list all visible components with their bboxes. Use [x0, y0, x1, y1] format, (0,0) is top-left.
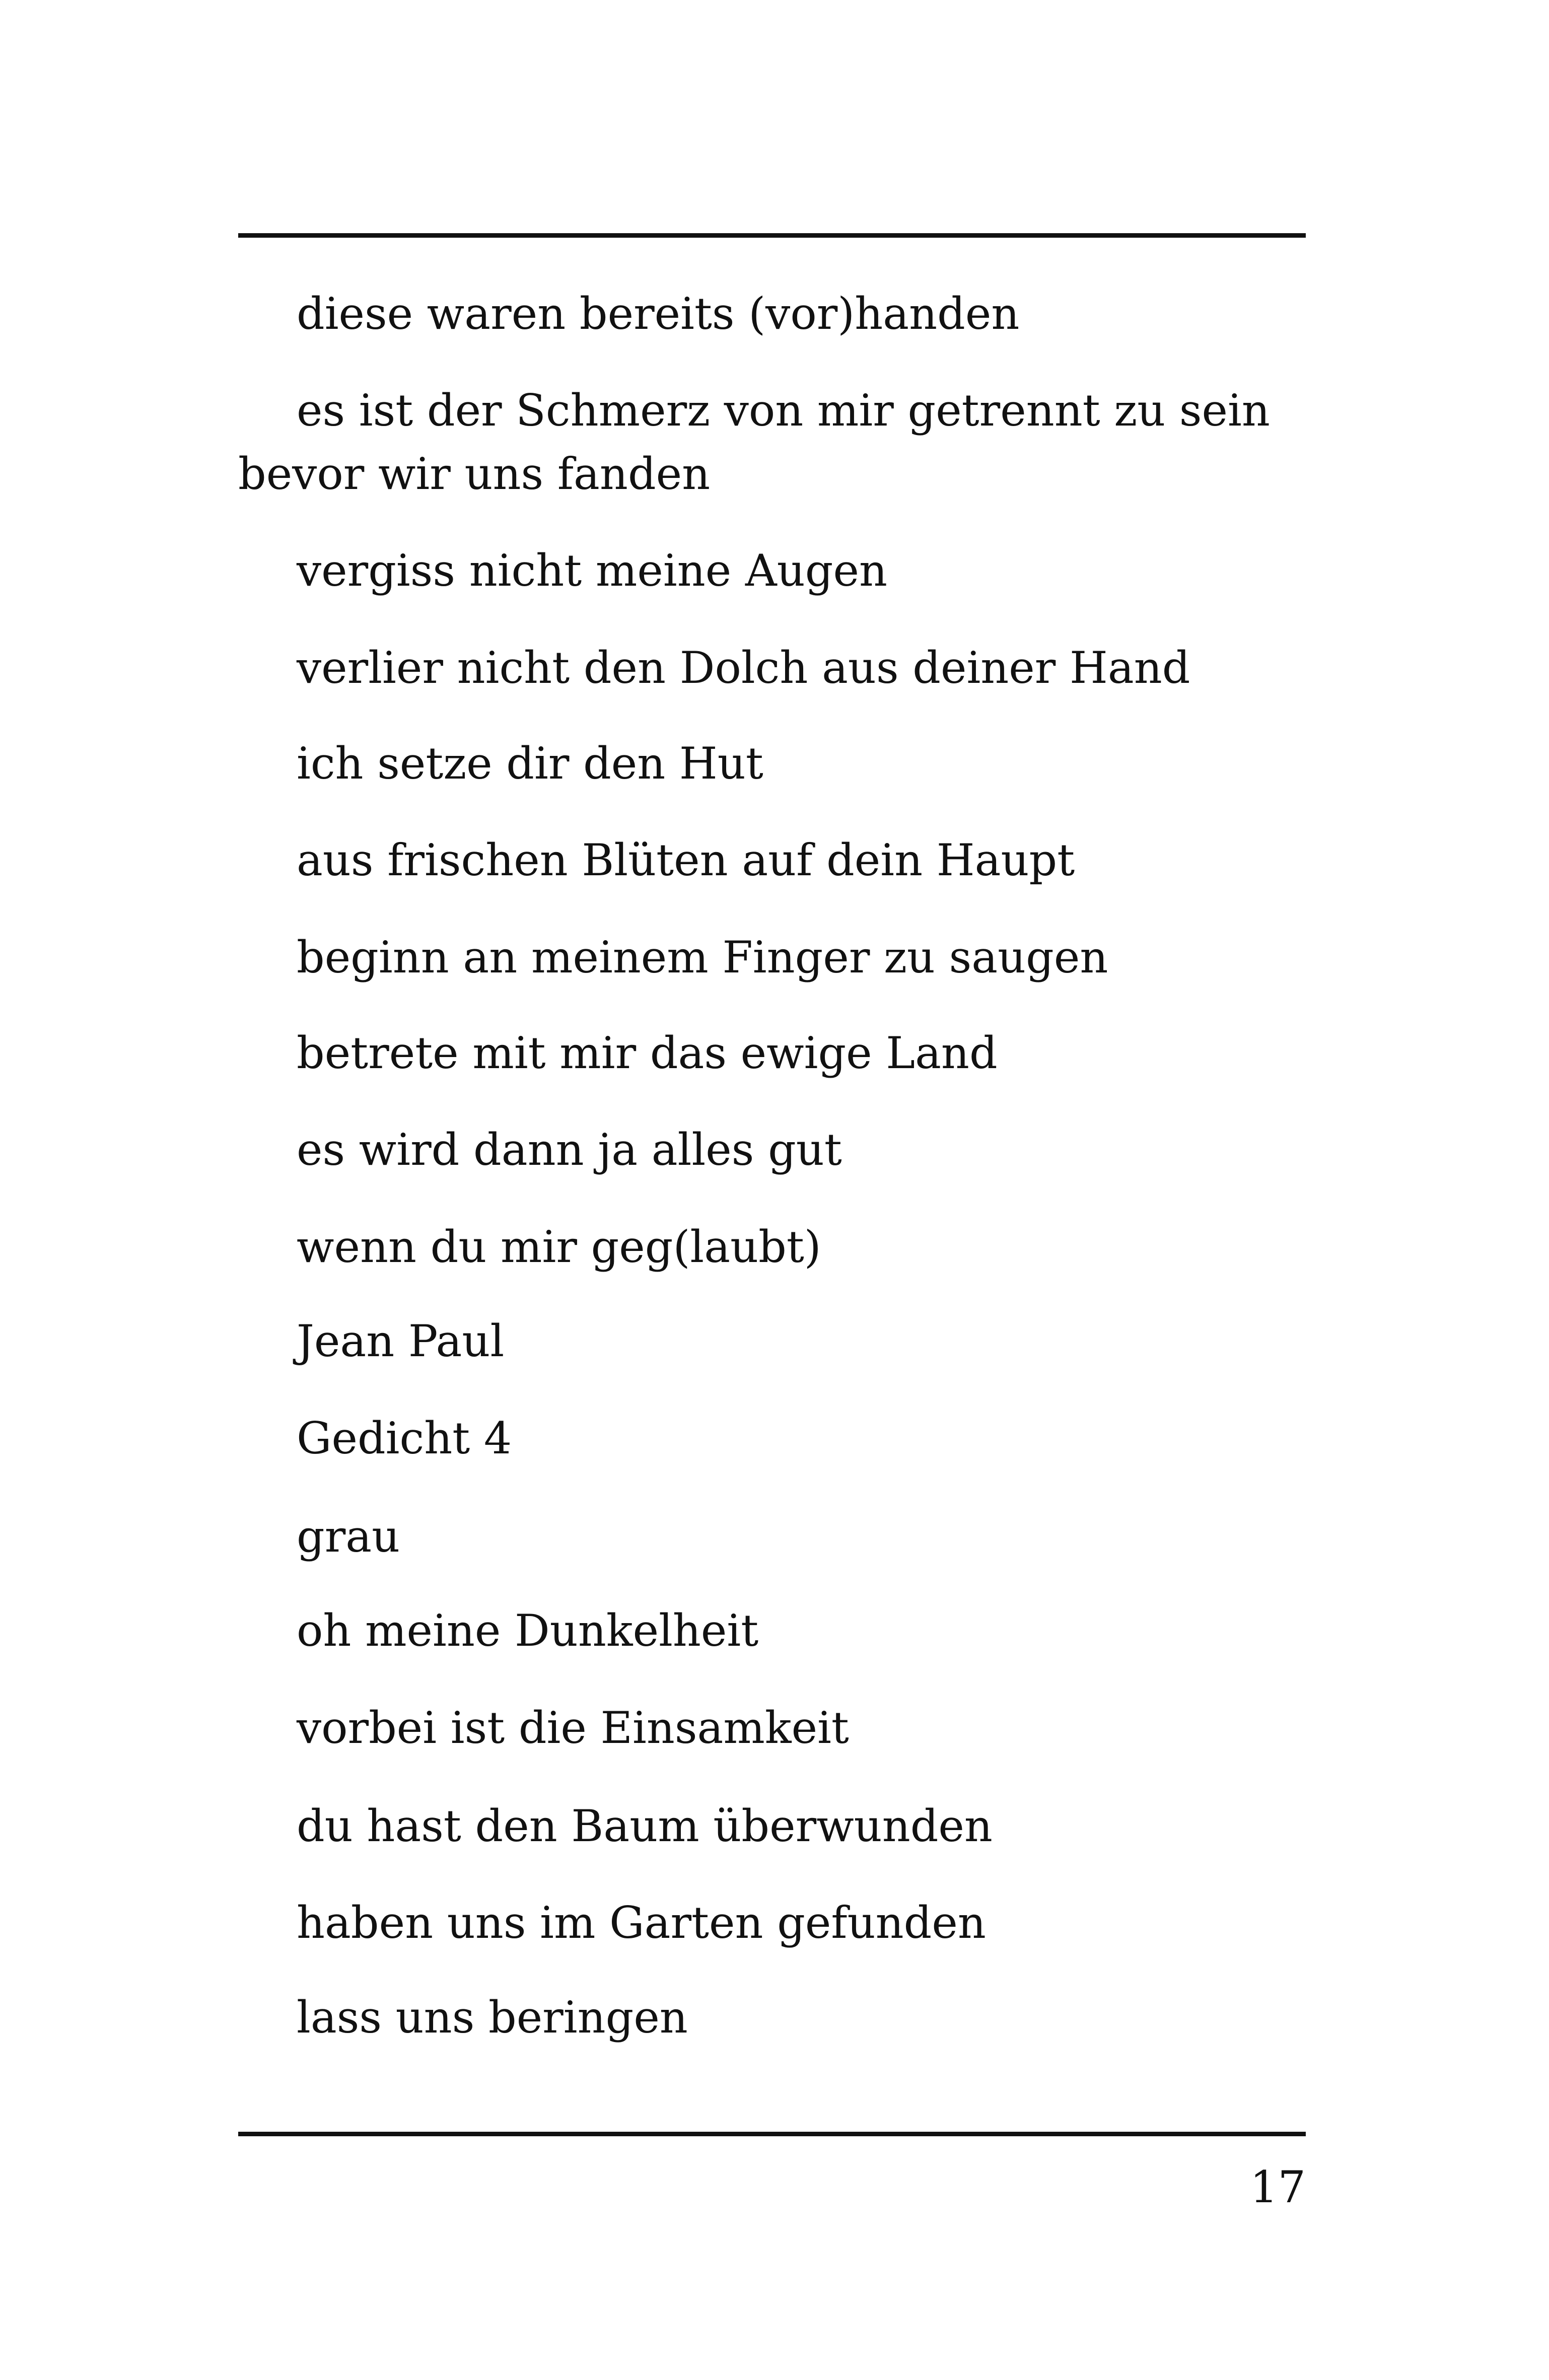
- paragraph-17: haben uns im Garten gefunden: [297, 1897, 986, 1948]
- page-number: 17: [1250, 2161, 1306, 2213]
- paragraph-7: beginn an meinem Finger zu saugen: [297, 932, 1108, 983]
- paragraph-8: betrete mit mir das ewige Land: [297, 1027, 998, 1079]
- paragraph-4: verlier nicht den Dolch aus deiner Hand: [297, 642, 1190, 693]
- paragraph-3: vergiss nicht meine Augen: [297, 545, 887, 596]
- paragraph-2: es ist der Schmerz von mir getrennt zu sein bevor wir uns fanden: [238, 385, 1270, 500]
- paragraph-9: es wird dann ja alles gut: [297, 1124, 842, 1175]
- header-rule: [238, 233, 1306, 238]
- paragraph-1: diese waren bereits (vor)handen: [297, 288, 1020, 339]
- paragraph-13: grau: [297, 1511, 400, 1562]
- paragraph-5: ich setze dir den Hut: [297, 738, 763, 789]
- paragraph-10: wenn du mir geg(laubt): [297, 1221, 821, 1273]
- paragraph-16: du hast den Baum überwunden: [297, 1800, 993, 1852]
- paragraph-14: oh meine Dunkelheit: [297, 1605, 759, 1656]
- footer-rule: [238, 2132, 1306, 2136]
- paragraph-18: lass uns beringen: [297, 1992, 688, 2043]
- paragraph-12: Gedicht 4: [297, 1413, 512, 1464]
- paragraph-11: Jean Paul: [297, 1315, 505, 1367]
- paragraph-15: vorbei ist die Einsamkeit: [297, 1702, 849, 1754]
- paragraph-6: aus frischen Blüten auf dein Haupt: [297, 834, 1075, 886]
